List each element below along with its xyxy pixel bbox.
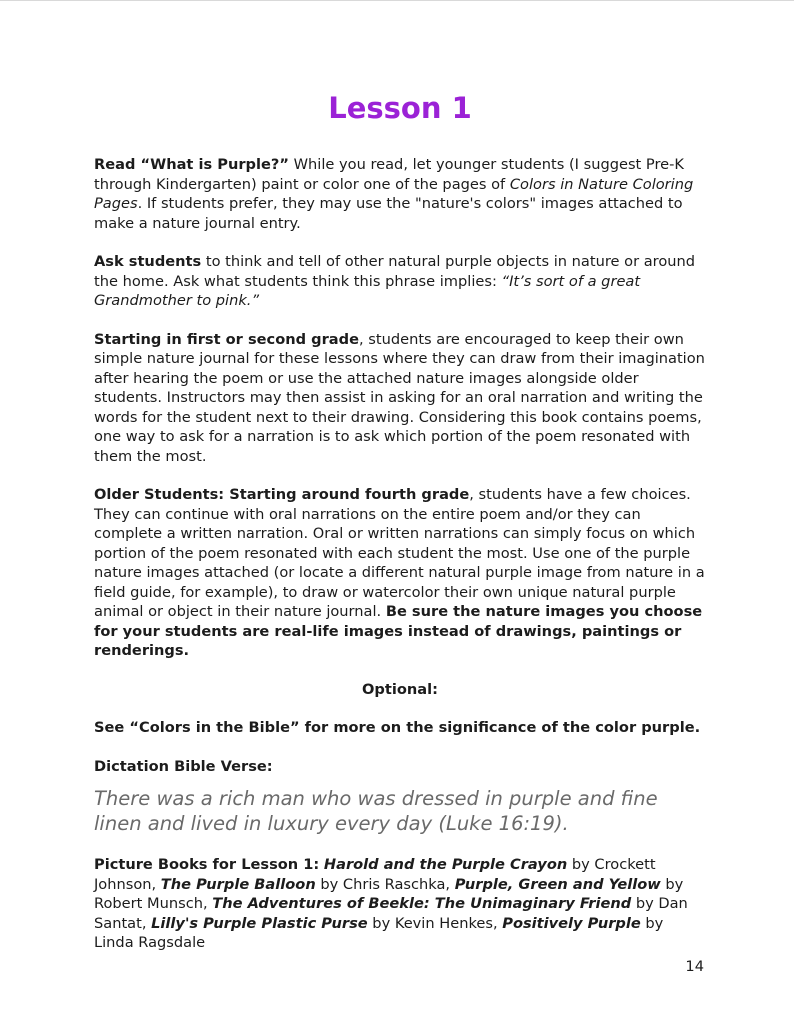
book-title-6: Positively Purple xyxy=(502,914,641,932)
book-title-3: Purple, Green and Yellow xyxy=(454,875,661,893)
paragraph-older-students-note: Be sure the nature images you choose for your students are real-life images instead of drawings, paintings or renderings. xyxy=(94,603,703,659)
see-also-note: See “Colors in the Bible” for more on the significance of the color purple. xyxy=(94,719,701,736)
dictation-label: Dictation Bible Verse: xyxy=(94,757,273,775)
paragraph-read xyxy=(94,155,706,233)
paragraph-first-grade xyxy=(94,330,706,467)
book-title-4: The Adventures of Beekle: The Unimaginary Friend xyxy=(212,895,632,912)
paragraph-ask-lead: Ask students xyxy=(94,253,202,270)
lesson-title: Lesson 1 xyxy=(328,91,472,125)
page-number: 14 xyxy=(685,958,704,975)
paragraph-read-lead: Read “What is Purple?” xyxy=(94,156,289,173)
book-author-4: by Dan Santat, xyxy=(94,895,688,932)
book-author-5: by Kevin Henkes, xyxy=(367,914,503,932)
book-author-6: by Linda Ragsdale xyxy=(94,914,664,951)
book-title-1: Harold and the Purple Crayon xyxy=(323,856,568,873)
book-author-3: by Robert Munsch, xyxy=(94,875,684,912)
book-author-2: by Chris Raschka, xyxy=(315,875,455,893)
optional-heading: Optional: xyxy=(362,680,438,698)
picture-books xyxy=(94,855,706,953)
paragraph-read-text-2: . If students prefer, they may use the "nature's colors" images attached to make a nature journal entry. xyxy=(94,195,683,232)
paragraph-ask xyxy=(94,252,706,311)
book-title-2: The Purple Balloon xyxy=(160,875,316,893)
page-content xyxy=(94,89,706,972)
book-author-1: by Crockett Johnson, xyxy=(94,856,656,893)
paragraph-first-grade-lead: Starting in first or second grade xyxy=(94,330,359,348)
dictation-verse: There was a rich man who was dressed in purple and fine linen and lived in luxury every day (Luke 16:19). xyxy=(94,787,658,835)
paragraph-ask-text: to think and tell of other natural purple objects in nature or around the home. Ask what students think this phrase implies: xyxy=(94,253,696,290)
paragraph-older-students-lead: Older Students: Starting around fourth grade xyxy=(94,486,470,503)
paragraph-read-text-1: While you read, let younger students (I suggest Pre-K through Kindergarten) paint or color one of the pages of xyxy=(94,156,684,193)
poem-quote: “It’s sort of a great Grandmother to pink.” xyxy=(94,272,641,309)
paragraph-older-students xyxy=(94,485,706,661)
book-title-5: Lilly's Purple Plastic Purse xyxy=(151,914,368,932)
paragraph-first-grade-text: , students are encouraged to keep their own simple nature journal for these lessons where they can draw from their imagination after hearing the poem or use the attached nature images alongside older students. Instructors may then assist in asking for an oral narration and writing the words for the student next to their drawing. Considering this book contains poems, one way to ask for a narration is to ask which portion of the poem resonated with them the most. xyxy=(94,330,705,465)
paragraph-older-students-text: , students have a few choices. They can continue with oral narrations on the entire poem and/or they can complete a written narration. Oral or written narrations can simply focus on which portion of the poem resonated with each student the most. Use one of the purple nature images attached (or locate a different natural purple image from nature in a field guide, for example), to draw or watercolor their own unique natural purple animal or object in their nature journal. xyxy=(94,486,705,620)
picture-books-lead: Picture Books for Lesson 1: xyxy=(94,856,320,873)
coloring-book-title: Colors in Nature Coloring Pages xyxy=(94,175,694,212)
